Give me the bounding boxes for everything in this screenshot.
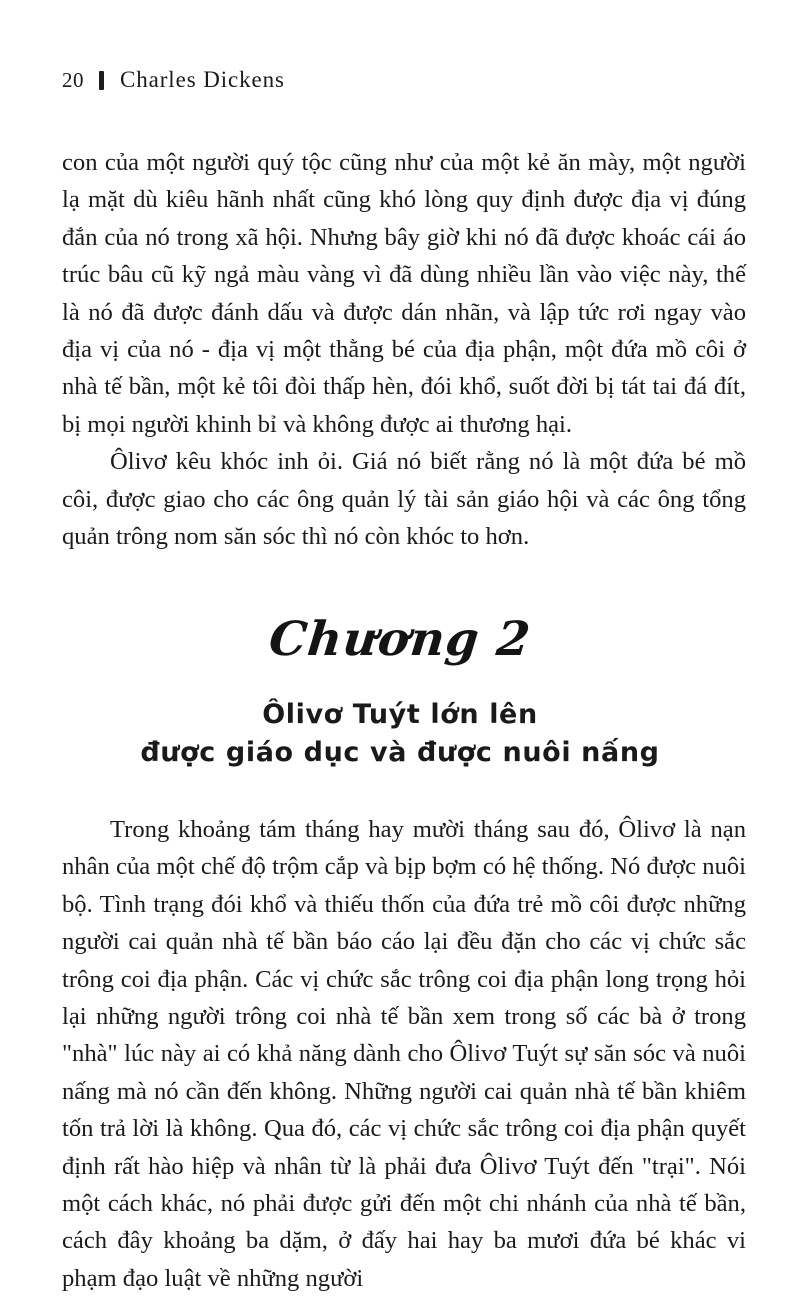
chapter-title <box>0 696 800 772</box>
page-number: 20 <box>62 67 84 92</box>
chapter-ornament-label: Chương 2 <box>266 612 534 667</box>
running-header <box>62 64 285 96</box>
paragraph: con của một người quý tộc cũng như của một kẻ ăn mày, một người lạ mặt dù kiêu hãnh nhất cũng khó lòng quy định được địa vị đúng đắn của nó trong xã hội. Nhưng bây giờ khi nó đã được khoác cái áo trúc bâu cũ kỹ ngả màu vàng vì đã dùng nhiều lần vào việc này, thế là nó đã được đánh dấu và được dán nhãn, và lập tức rơi ngay vào địa vị của nó - địa vị một thằng bé của địa phận, một đứa mồ côi ở nhà tế bần, một kẻ tôi đòi thấp hèn, đói khổ, suốt đời bị tát tai đá đít, bị mọi người khinh bỉ và không được ai thương hại. <box>62 149 746 438</box>
chapter-title-line-1: Ôlivơ Tuýt lớn lên <box>262 699 538 730</box>
book-author-title: Charles Dickens <box>120 67 285 92</box>
paragraph: Trong khoảng tám tháng hay mười tháng sau đó, Ôlivơ là nạn nhân của một chế độ trộm cắp và bịp bợm có hệ thống. Nó được nuôi bộ. Tình trạng đói khổ và thiếu thốn của đứa trẻ mồ côi được những người cai quản nhà tế bần báo cáo lại đều đặn cho các vị chức sắc trông coi địa phận. Các vị chức sắc trông coi địa phận long trọng hỏi lại những người trông coi nhà tế bần xem trong số các bà ở trong "nhà" lúc này ai có khả năng dành cho Ôlivơ Tuýt sự săn sóc và nuôi nấng mà nó cần đến không. Những người cai quản nhà tế bần khiêm tốn trả lời là không. Qua đó, các vị chức sắc trông coi địa phận quyết định rất hào hiệp và nhân từ là phải đưa Ôlivơ Tuýt đến "trại". Nói một cách khác, nó phải được gửi đến một chi nhánh của nhà tế bần, cách đây khoảng ba dặm, ở đấy hai hay ba mươi đứa bé khác vi phạm đạo luật về những người <box>62 816 746 1292</box>
vertical-bar-icon <box>99 71 104 90</box>
chapter-body-block <box>62 811 746 1297</box>
paragraph: Ôlivơ kêu khóc inh ỏi. Giá nó biết rằng nó là một đứa bé mồ côi, được giao cho các ông quản lý tài sản giáo hội và các ông tổng quản trông nom săn sóc thì nó còn khóc to hơn. <box>62 448 746 551</box>
chapter-title-line-2: được giáo dục và được nuôi nấng <box>140 737 660 768</box>
top-text-block <box>62 144 746 555</box>
